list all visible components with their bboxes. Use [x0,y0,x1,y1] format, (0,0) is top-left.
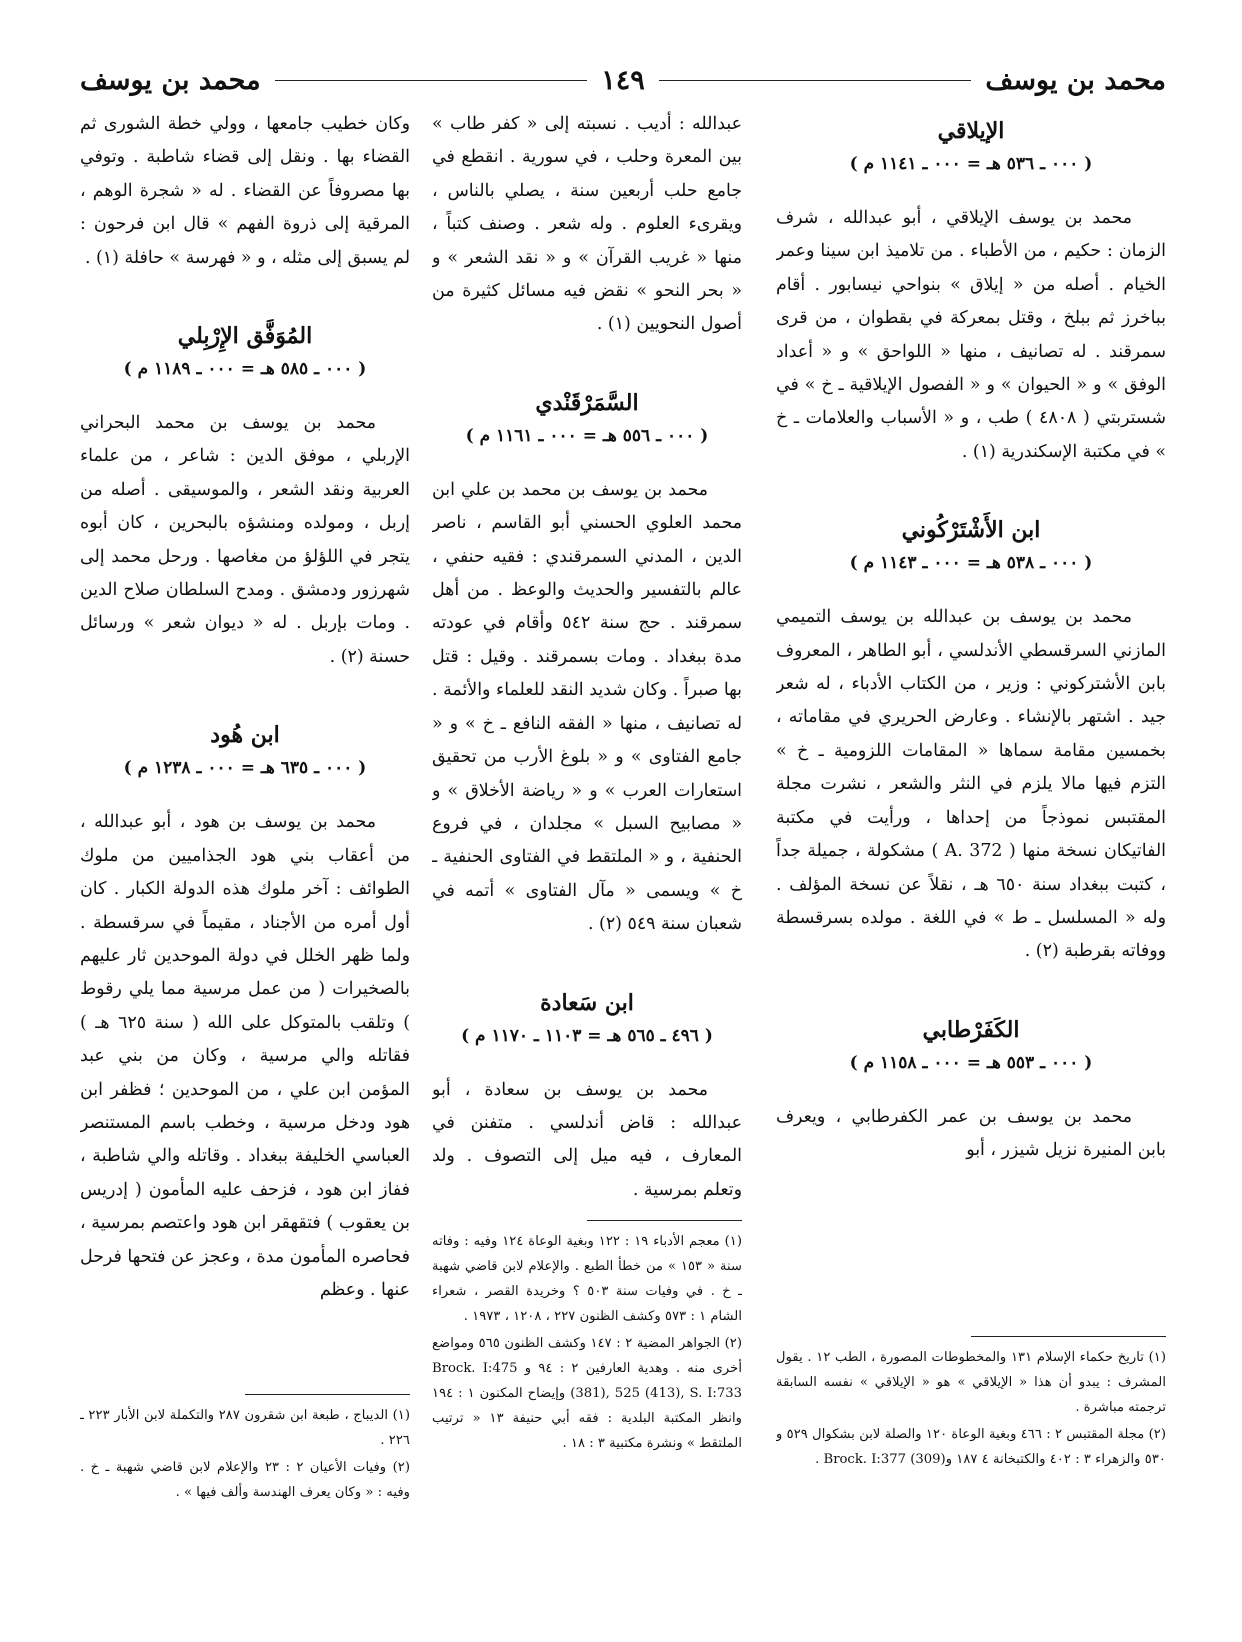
entry-text: محمد بن يوسف بن عبدالله بن يوسف التميمي المازني السرقسطي الأندلسي ، أبو الطاهر ، المعروف بابن الأشتركوني : وزير ، من الكتاب الأدباء ، له شعر جيد . اشتهر بالإنشاء . وعارض الحريري في مقاماته ، بخمسين مقامة سماها « المقامات اللزومية ـ خ » التزم فيها مالا يلزم في النثر والشعر ، نشرت مجلة المقتبس نموذجاً من إحداها ، ورأيت في مكتبة الفاتيكان نسخة منها ( A. 372 ) مشكولة ، جميلة جداً ، كتبت ببغداد سنة ٦٥٠ هـ ، نقلاً عن نسخة المؤلف . وله « المسلسل ـ ط » في اللغة . مولده بسرقسطة ووفاته بقرطبة (٢) . [776,607,1166,962]
entry-title: المُوَفَّق الإِرْبِلي [177,323,313,350]
entry-title: ابن الأَشْتَرْكُوني [901,517,1041,544]
entry-text: محمد بن يوسف بن عمر الكفرطابي ، ويعرف بابن المنيرة نزيل شيزر ، أبو [776,1106,1166,1161]
entry-text: محمد بن يوسف الإيلاقي ، أبو عبدالله ، شرف الزمان : حكيم ، من الأطباء . من تلاميذ ابن سينا وعمر الخيام . أصله من « إيلاق » بنواحي نيسابور . أقام بباخرز ثم ببلخ ، وقتل بمعركة في بقطوان ، من قرى سمرقند . له تصانيف ، منها « اللواحق » و « أعداد الوفق » و « الحيوان » و « الفصول الإيلاقية ـ خ » في شستربتي ( ٤٨٠٨ ) طب ، و « الأسباب والعلامات ـ خ » في مكتبة الإسكندرية (١) . [776,208,1166,462]
entry-dates: ( ٠٠٠ ـ ٥٥٦ هـ = ٠٠٠ ـ ١١٦١ م ) [465,425,709,446]
entry-ibn-hud [80,718,410,1307]
entry-spacer [80,275,410,313]
entry-spacer [776,469,1166,507]
column-right [776,108,1166,1602]
entry-title: الإيلاقي [937,118,1005,144]
entry-text: محمد بن يوسف بن هود ، أبو عبدالله ، من أعقاب بني هود الجذاميين من ملوك الطوائف : آخر ملوك هذه الدولة الكبار . كان أول أمره من الأجناد ، مقيماً في سرقسطة . ولما ظهر الخلل في دولة الموحدين ثار عليهم بالصخيرات ( من عمل مرسية مما يلي رقوط ) وتلقب بالمتوكل على الله ( سنة ٦٢٥ هـ ) فقاتله والي مرسية ، وكان من بني عبد المؤمن ابن علي ، من الموحدين ؛ فظفر ابن هود ودخل مرسية ، وخطب باسم المستنصر العباسي الخليفة ببغداد . وقاتله والي شاطبة ، ففاز ابن هود ، فزحف عليه المأمون ( إدريس بن يعقوب ) فتقهقر ابن هود واعتصم بمرسية ، فحاصره المأمون مدة ، وعجز عن فتحها فرحل عنها . وعظم [80,812,410,1300]
running-header [80,58,1166,102]
entry-ibn-saada [432,986,742,1208]
header-title-left: محمد بن يوسف [79,64,261,96]
footnote-rule [587,1220,742,1221]
entry-text: محمد بن يوسف بن سعادة ، أبو عبدالله : قاض أندلسي . متفنن في المعارف ، فيه ميل إلى التصوف . ولد وتعلم بمرسية . [432,1079,742,1200]
entry-dates: ( ٠٠٠ ـ ٥٣٦ هـ = ٠٠٠ ـ ١١٤١ م ) [849,154,1093,174]
footnote-rule [245,1394,410,1395]
entry-title: السَّمَرْقَنْدي [535,389,639,416]
entry-text: محمد بن يوسف بن محمد البحراني الإربلي ، موفق الدين : شاعر ، من علماء العربية ونقد الشعر ، والموسيقى . أصله من إربل ، ومولده ومنشؤه بالبحرين ، كان أبوه يتجر في اللؤلؤ من مغاصها . ورحل محمد إلى شهرزور ودمشق . ومدح السلطان صلاح الدين . ومات بإربل . له « ديوان شعر » ورسائل حسنة (٢) . [80,413,410,667]
entry-dates: ( ٠٠٠ ـ ٦٣٥ هـ = ٠٠٠ ـ ١٢٣٨ م ) [123,758,367,779]
footnotes [776,1336,1166,1474]
footnote: (٢) الجواهر المضية ٢ : ١٤٧ وكشف الظنون ٥٦٥ ومواضع أخرى منه . وهدية العارفين ٢ : ٩٤ و Brock. I:475 (381), 525 (413), S. I:733 وإيضاح المكنون ١ : ١٩٤ وانظر المكتبة البلدية : فقه أبي حنيفة ١٣ « ترتيب الملتقط » ونشرة مكتبية ٣ : ١٨ . [432,1336,742,1451]
footnote: (٢) مجلة المقتبس ٢ : ٤٦٦ وبغية الوعاة ١٢٠ والصلة لابن بشكوال ٥٢٩ و ٥٣٠ والزهراء ٣ : ٤٠٢ والكتبخانة ٤ ١٨٧ و(309) Brock. I:377 . [776,1427,1166,1467]
footnote-rule [971,1336,1166,1337]
entry-dates: ( ٠٠٠ ـ ٥٣٨ هـ = ٠٠٠ ـ ١١٤٣ م ) [849,553,1093,574]
footnote: (١) الديباج ، طبعة ابن شقرون ٢٨٧ والتكملة لابن الأبار ٢٢٣ ـ ٢٢٦ . [80,1408,410,1448]
footnote: (٢) وفيات الأعيان ٢ : ٢٣ والإعلام لابن قاضي شهبة ـ خ . وفيه : « وكان يعرف الهندسة وألف فيها » . [80,1460,410,1500]
entry-spacer [432,342,742,380]
entry-title: ابن هُود [210,722,280,749]
entry-spacer [776,969,1166,1007]
header-title-right: محمد بن يوسف [985,64,1166,96]
footnote: (١) تاريخ حكماء الإسلام ١٣١ والمخطوطات المصورة ، الطب ١٢ . يقول المشرف : يبدو أن هذا « الإيلاقي » هو « الإيلاقي » نفسه السابقة ترجمته مباشرة . [776,1350,1166,1415]
entry-dates: ( ٤٩٦ ـ ٥٦٥ هـ = ١١٠٣ ـ ١١٧٠ م ) [461,1025,713,1046]
column-left [80,108,410,1602]
page-number: ١٤٩ [601,64,645,96]
entry-spacer [432,942,742,980]
entry-dates: ( ٠٠٠ ـ ٥٥٣ هـ = ٠٠٠ ـ ١١٥٨ م ) [849,1052,1093,1073]
continued-text: عبدالله : أديب . نسبته إلى « كفر طاب » بين المعرة وحلب ، في سورية . انقطع في جامع حلب أربعين سنة ، يصلي بالناس ، ويقرىء العلوم . وله شعر . وصنف كتباً ، منها « غريب القرآن » و « نقد الشعر » و « بحر النحو » نقض فيه مسائل كثيرة من أصول النحويين (١) . [432,114,742,335]
entry-ilaqi [776,114,1166,469]
footnotes [432,1220,742,1458]
entry-title: الكَفَرْطابي [922,1016,1020,1043]
header-rule [275,80,588,81]
entry-title: ابن سَعادة [540,989,634,1016]
entry-ashtarkuni [776,513,1166,968]
entry-spacer [80,674,410,712]
entry-dates: ( ٠٠٠ ـ ٥٨٥ هـ = ٠٠٠ ـ ١١٨٩ م ) [123,359,367,380]
entry-kafartabi [776,1013,1166,1168]
entry-muwaffaq-irbili [80,319,410,674]
column-middle [432,108,742,1602]
entry-text: محمد بن يوسف بن محمد بن علي ابن محمد العلوي الحسني أبو القاسم ، ناصر الدين ، المدني السمرقندي : فقيه حنفي ، عالم بالتفسير والحديث والوعظ . من أهل سمرقند . حج سنة ٥٤٢ وأقام في عودته مدة ببغداد . ومات بسمرقند . وقيل : قتل بها صبراً . وكان شديد النقد للعلماء والأئمة . له تصانيف ، منها « الفقه النافع ـ خ » و « جامع الفتاوى » و « بلوغ الأرب من تحقيق استعارات العرب » و « رياضة الأخلاق » و « مصابيح السبل » مجلدان ، في فروع الحنفية ، و « الملتقط في الفتاوى الحنفية ـ خ » ويسمى « مآل الفتاوى » أتمه في شعبان سنة ٥٤٩ (٢) . [432,479,742,935]
footnote: (١) معجم الأدباء ١٩ : ١٢٢ وبغية الوعاة ١٢٤ وفيه : وفاته سنة « ١٥٣ » من خطأ الطبع . والإعلام لابن قاضي شهبة ـ خ . في وفيات سنة ٥٠٣ ؟ وخريدة القصر ، شعراء الشام ١ : ٥٧٣ وكشف الظنون ٢٢٧ ، ١٢٠٨ ، ١٩٧٣ . [432,1234,742,1324]
continued-text: وكان خطيب جامعها ، وولي خطة الشورى ثم القضاء بها . ونقل إلى قضاء شاطبة . وتوفي بها مصروفاً عن القضاء . له « شجرة الوهم ، المرقية إلى ذروة الفهم » قال ابن فرحون : لم يسبق إلى مثله ، و « فهرسة » حافلة (١) . [80,114,410,268]
entry-samarqandi [432,386,742,942]
header-rule [659,80,972,81]
footnotes [80,1394,410,1507]
